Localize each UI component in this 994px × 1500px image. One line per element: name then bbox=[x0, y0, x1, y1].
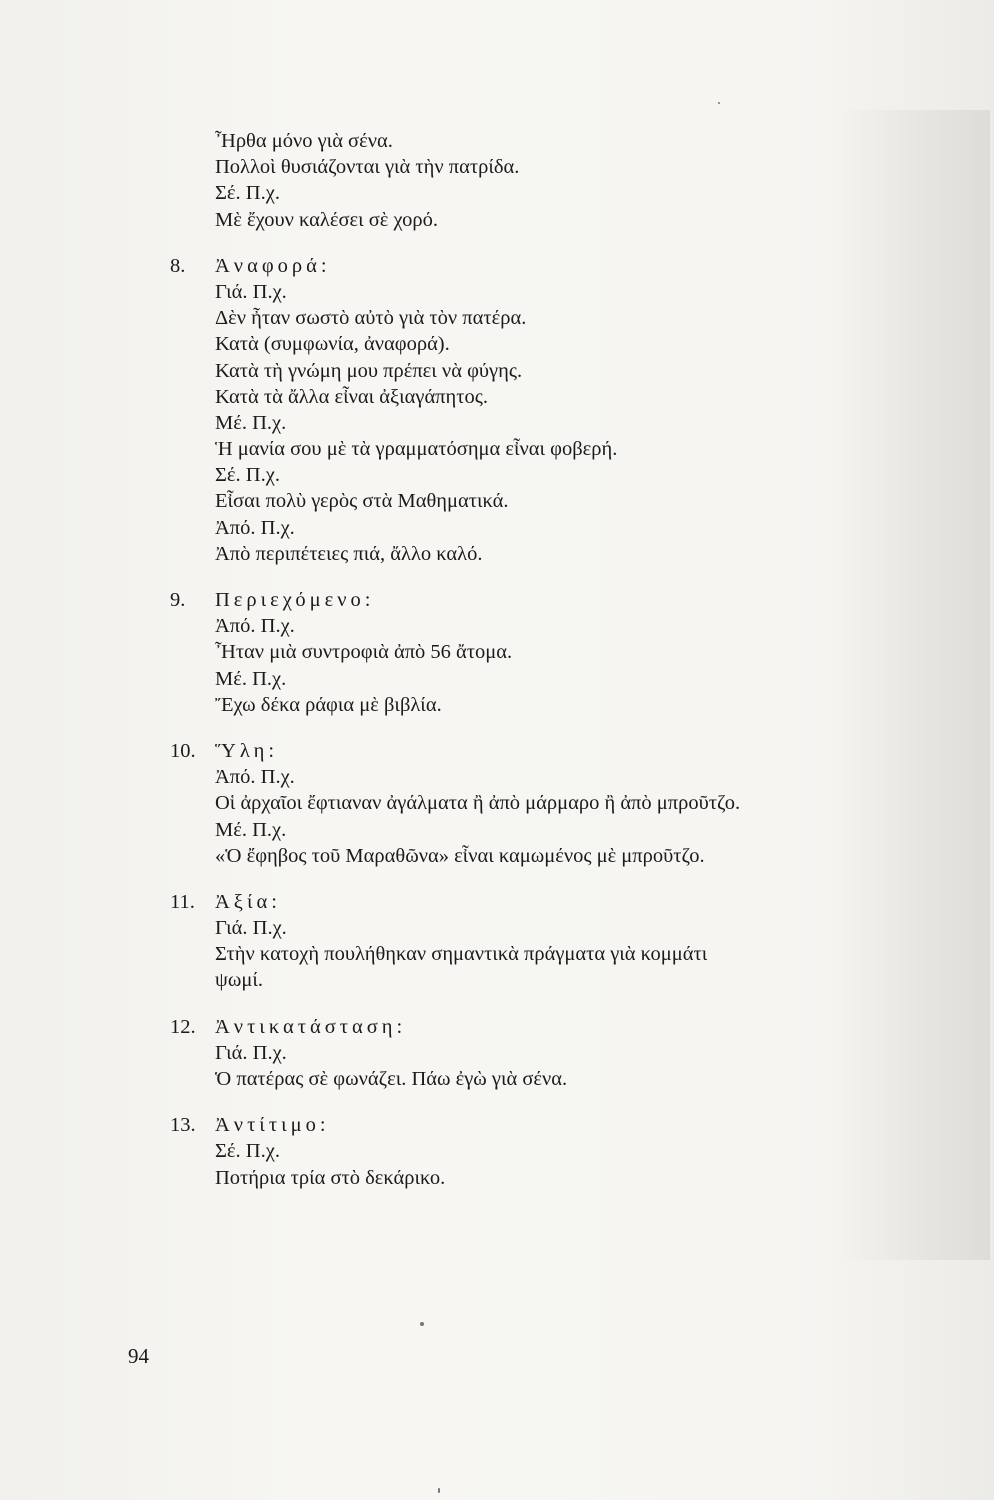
entry-9 bbox=[170, 587, 970, 718]
entry-10 bbox=[170, 738, 970, 869]
text-line: ψωμί. bbox=[215, 969, 263, 992]
text-line: Κατὰ τὰ ἄλλα εἶναι ἀξιαγάπητος. bbox=[215, 385, 488, 408]
entry-term: Περιεχόμενο: bbox=[215, 589, 375, 611]
text-line: Μέ. Π.χ. bbox=[215, 818, 287, 841]
entry-heading bbox=[170, 738, 970, 764]
text-line: Κατὰ τὴ γνώμη μου πρέπει νὰ φύγης. bbox=[215, 359, 523, 382]
text-line: Ὁ πατέρας σὲ φωνάζει. Πάω ἐγὼ γιὰ σένα. bbox=[215, 1068, 568, 1090]
text-line: Πολλοὶ θυσιάζονται γιὰ τὴν πατρίδα. bbox=[215, 156, 520, 179]
text-line: Γιά. Π.χ. bbox=[215, 280, 287, 303]
text-line: Γιά. Π.χ. bbox=[215, 1041, 287, 1064]
entry-heading bbox=[170, 253, 970, 279]
text-line: Ἀπό. Π.χ. bbox=[215, 615, 295, 638]
entry-number: 13. bbox=[170, 1114, 196, 1137]
entry-heading bbox=[170, 1014, 970, 1040]
entry-13 bbox=[170, 1112, 970, 1191]
text-line: Ἀπὸ περιπέτειες πιά, ἄλλο καλό. bbox=[215, 542, 483, 565]
entry-number: 8. bbox=[170, 254, 186, 277]
text-line: Ἦταν μιὰ συντροφιὰ ἀπὸ 56 ἄτομα. bbox=[215, 641, 513, 664]
text-line: Σέ. Π.χ. bbox=[215, 182, 280, 205]
text-line: Μέ. Π.χ. bbox=[215, 667, 287, 690]
text-line: Κατὰ (συμφωνία, ἀναφορά). bbox=[215, 333, 450, 356]
text-line: Ἔχω δέκα ράφια μὲ βιβλία. bbox=[215, 693, 442, 716]
entry-heading bbox=[170, 1112, 970, 1138]
text-line: Εἶσαι πολὺ γερὸς στὰ Μαθηματικά. bbox=[215, 490, 509, 513]
page-text bbox=[170, 128, 970, 1191]
entry-11 bbox=[170, 889, 970, 994]
entry-term: Ἀντίτιμο: bbox=[215, 1114, 330, 1137]
entry-term: Ἀξία: bbox=[215, 890, 281, 913]
text-line: Ἀπό. Π.χ. bbox=[215, 766, 295, 789]
entry-term: Ἀναφορά: bbox=[215, 254, 331, 277]
text-line: Οἱ ἀρχαῖοι ἔφτιαναν ἀγάλματα ἢ ἀπὸ μάρμαρο ἢ ἀπὸ μπροῦτζο. bbox=[215, 792, 741, 815]
ink-speck bbox=[420, 1322, 424, 1326]
ink-speck bbox=[438, 1488, 440, 1493]
text-line: Δὲν ἦταν σωστὸ αὐτὸ γιὰ τὸν πατέρα. bbox=[215, 307, 527, 330]
entry-12 bbox=[170, 1014, 970, 1093]
entry-heading bbox=[170, 889, 970, 915]
text-line: Σέ. Π.χ. bbox=[215, 464, 280, 487]
entry-number: 11. bbox=[170, 890, 195, 913]
page-number: 94 bbox=[128, 1344, 149, 1368]
text-line: Ἡ μανία σου μὲ τὰ γραμματόσημα εἶναι φοβερή. bbox=[215, 438, 618, 461]
text-line: Μέ. Π.χ. bbox=[215, 411, 287, 434]
text-line: Μὲ ἔχουν καλέσει σὲ χορό. bbox=[215, 208, 439, 231]
text-line: Ἀπό. Π.χ. bbox=[215, 516, 295, 539]
text-line: Γιά. Π.χ. bbox=[215, 917, 287, 940]
entry-term: Ἀντικατάσταση: bbox=[215, 1015, 407, 1038]
entry-term: Ὕλη: bbox=[215, 739, 279, 762]
entry-8 bbox=[170, 253, 970, 567]
text-line: «Ὁ ἔφηβος τοῦ Μαραθῶνα» εἶναι καμωμένος μὲ μπροῦτζο. bbox=[215, 844, 705, 867]
intro-block bbox=[170, 128, 970, 233]
text-line: Στὴν κατοχὴ πουλήθηκαν σημαντικὰ πράγματα γιὰ κομμάτι bbox=[215, 943, 708, 966]
entry-number: 9. bbox=[170, 589, 186, 611]
text-line: Ποτήρια τρία στὸ δεκάρικο. bbox=[215, 1166, 446, 1189]
ink-speck bbox=[718, 102, 720, 104]
text-line: Ἦρθα μόνο γιὰ σένα. bbox=[215, 130, 393, 152]
entry-number: 12. bbox=[170, 1015, 196, 1038]
text-line: Σέ. Π.χ. bbox=[215, 1140, 280, 1163]
entry-number: 10. bbox=[170, 739, 196, 762]
entry-heading bbox=[170, 587, 970, 613]
